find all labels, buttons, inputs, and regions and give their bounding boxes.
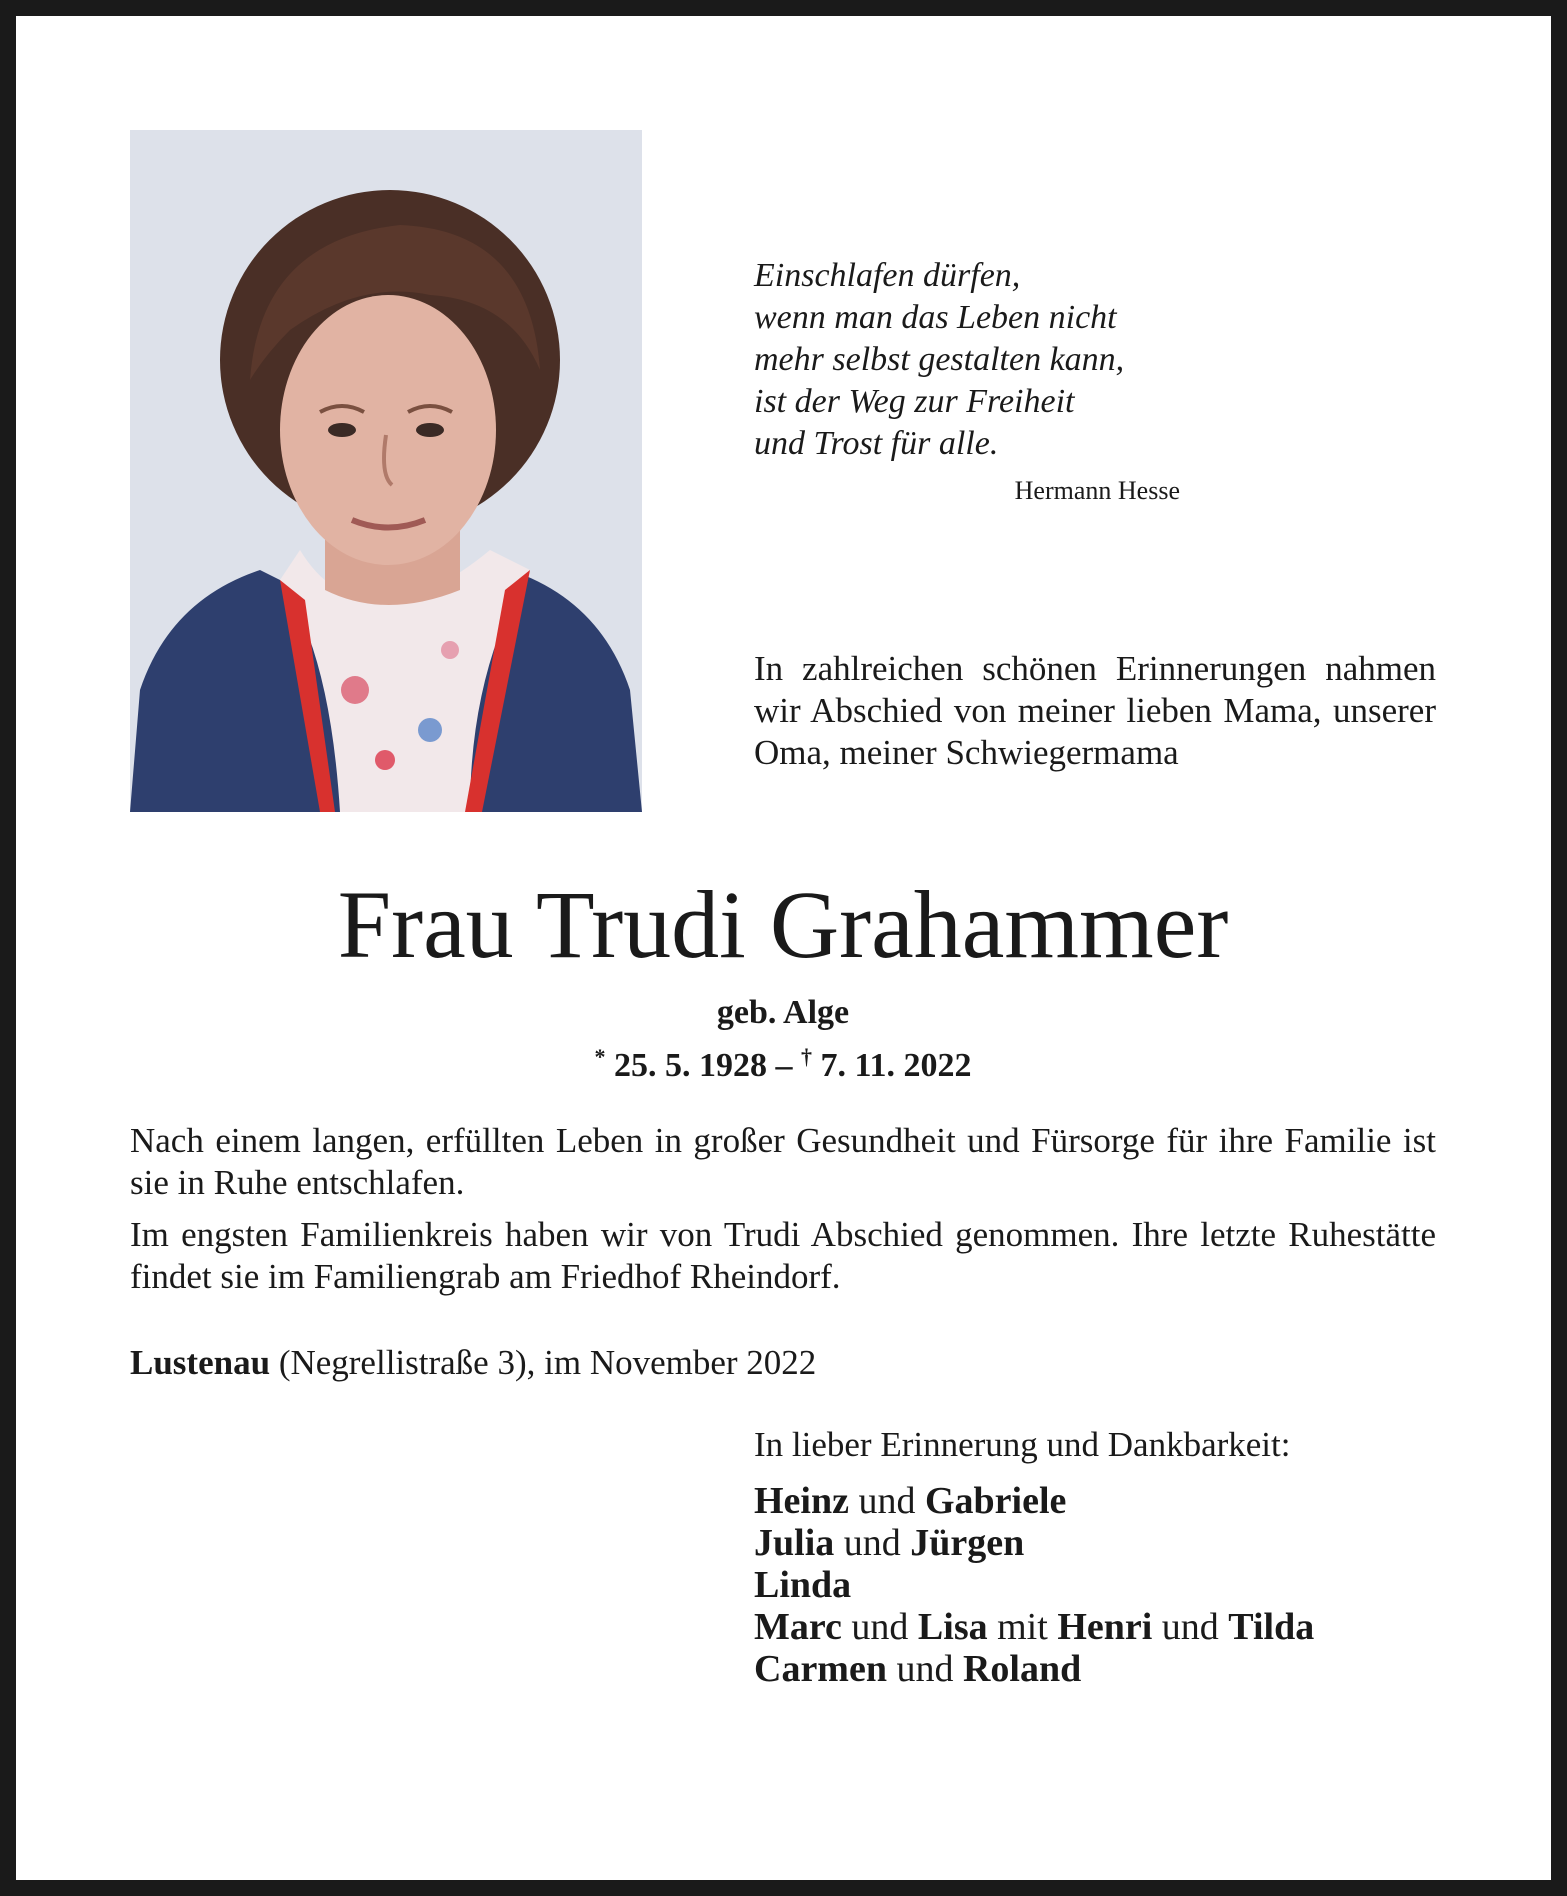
family-connector: und	[848, 1480, 925, 1522]
quote-author: Hermann Hesse	[1014, 476, 1180, 505]
quote-line: Einschlafen dürfen,	[754, 257, 1021, 294]
thanks-line: In lieber Erinnerung und Dankbarkeit:	[754, 1425, 1291, 1464]
date-separator: –	[775, 1047, 793, 1084]
family-name: Linda	[754, 1564, 852, 1606]
death-mark: †	[800, 1044, 812, 1069]
family-name: Roland	[962, 1648, 1082, 1690]
family-row	[754, 1648, 1436, 1690]
family-connector: und	[1152, 1606, 1229, 1648]
family-connector: und	[834, 1522, 911, 1564]
family-row	[754, 1606, 1436, 1648]
family-name: Marc	[754, 1606, 842, 1648]
hesse-quote	[754, 255, 1194, 465]
quote-line: wenn man das Leben nicht	[754, 299, 1117, 336]
body-paragraph-2: Im engsten Familienkreis haben wir von Trudi Abschied genommen. Ihre letzte Ruhestätte findet sie im Familiengrab am Friedhof Rheindorf.	[130, 1215, 1436, 1296]
birth-name: geb. Alge	[716, 994, 850, 1031]
intro-text: In zahlreichen schönen Erinnerungen nahmen wir Abschied von meiner lieben Mama, unserer Oma, meiner Schwiegermama	[754, 649, 1436, 772]
deceased-name: Frau Trudi Grahammer	[337, 871, 1229, 978]
body-paragraph-1: Nach einem langen, erfüllten Leben in großer Gesundheit und Fürsorge für ihre Familie ist sie in Ruhe entschlafen.	[130, 1121, 1436, 1202]
family-row	[754, 1522, 1436, 1564]
family-name: Carmen	[754, 1648, 887, 1690]
life-dates	[130, 1036, 1436, 1087]
quote-line: mehr selbst gestalten kann,	[754, 341, 1125, 378]
family-list	[754, 1480, 1436, 1690]
family-row	[754, 1564, 1436, 1606]
family-name: Tilda	[1228, 1606, 1315, 1648]
family-name: Henri	[1057, 1606, 1153, 1648]
death-date: 7. 11. 2022	[820, 1047, 972, 1084]
portrait-illustration	[130, 130, 642, 812]
birth-date: 25. 5. 1928	[613, 1047, 767, 1084]
family-connector: mit	[987, 1606, 1058, 1648]
family-connector: und	[886, 1648, 963, 1690]
family-name: Lisa	[917, 1606, 988, 1648]
family-name: Julia	[754, 1522, 835, 1564]
family-name: Jürgen	[910, 1522, 1025, 1564]
quote-line: und Trost für alle.	[754, 425, 999, 462]
place-rest: (Negrellistraße 3), im November 2022	[270, 1343, 817, 1382]
portrait-photo	[130, 130, 642, 812]
place-city: Lustenau	[130, 1343, 271, 1382]
family-name: Heinz	[754, 1480, 849, 1522]
quote-line: ist der Weg zur Freiheit	[754, 383, 1075, 420]
birth-mark: *	[594, 1044, 606, 1069]
family-name: Gabriele	[924, 1480, 1067, 1522]
place-and-date	[130, 1342, 1436, 1384]
family-row	[754, 1480, 1436, 1522]
family-connector: und	[841, 1606, 918, 1648]
